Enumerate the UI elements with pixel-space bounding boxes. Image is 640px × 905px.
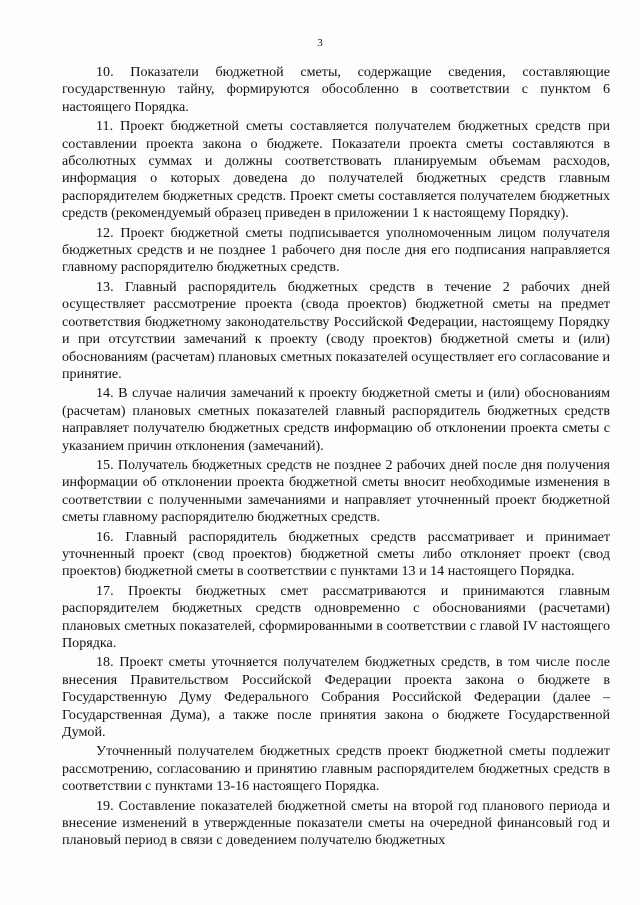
paragraph-14: 14. В случае наличия замечаний к проекту бюджетной сметы и (или) обоснованиям (расчетам) плановых сметных показателей главный распорядитель бюджетных средств направляет получателю бюджетных средств информацию об отклонении проекта сметы с указанием причин отклонения (замечаний). bbox=[62, 385, 610, 454]
paragraph-11: 11. Проект бюджетной сметы составляется получателем бюджетных средств при составлении проекта закона о бюджете. Показатели проекта сметы составляются в абсолютных суммах и должны соответствовать планируемым объемам расходов, информация о которых доведена до получателей бюджетных средств главным распорядителем бюджетных средств. Проект сметы составляется получателем бюджетных средств (рекомендуемый образец приведен в приложении 1 к настоящему Порядку). bbox=[62, 118, 610, 222]
document-body bbox=[62, 64, 610, 852]
paragraph-19: 19. Составление показателей бюджетной сметы на второй год планового периода и внесение изменений в утвержденные показатели сметы на очередной финансовый год и плановый период в связи с доведением получателю бюджетных bbox=[62, 797, 610, 849]
paragraph-13: 13. Главный распорядитель бюджетных средств в течение 2 рабочих дней осуществляет рассмотрение проекта (свода проектов) бюджетной сметы на предмет соответствия бюджетному законодательству Российской Федерации, настоящему Порядку и при отсутствии замечаний к проекту (своду проектов) бюджетной сметы и (или) обоснованиям (расчетам) плановых сметных показателей осуществляет его согласование и принятие. bbox=[62, 278, 610, 382]
page-number: 3 bbox=[317, 37, 323, 49]
paragraph-15: 15. Получатель бюджетных средств не позднее 2 рабочих дней после дня получения информации об отклонении проекта бюджетной сметы вносит необходимые изменения в соответствии с полученными замечаниями и направляет уточненный проект бюджетной сметы главному распорядителю бюджетных средств. bbox=[62, 456, 610, 526]
paragraph-18: 18. Проект сметы уточняется получателем бюджетных средств, в том числе после внесения Правительством Российской Федерации проекта закона о бюджете в Государственную Думу Федерального Собрания Российской Федерации (далее – Государственная Дума), а также после принятия закона о бюджете Государственной Думой. bbox=[62, 654, 610, 741]
paragraph-12: 12. Проект бюджетной сметы подписывается уполномоченным лицом получателя бюджетных средств и не позднее 1 рабочего дня после дня его подписания направляется главному распорядителю бюджетных средств. bbox=[62, 224, 610, 276]
paragraph-16: 16. Главный распорядитель бюджетных средств рассматривает и принимает уточненный проект (свод проектов) бюджетной сметы либо отклоняет проект (свод проектов) бюджетной сметы в соответствии с пунктами 13 и 14 настоящего Порядка. bbox=[62, 528, 610, 580]
paragraph-17: 17. Проекты бюджетных смет рассматриваются и принимаются главным распорядителем бюджетных средств одновременно с обоснованиями (расчетами) плановых сметных показателей, сформированными в соответствии с главой IV настоящего Порядка. bbox=[62, 582, 610, 651]
paragraph-10: 10. Показатели бюджетной сметы, содержащие сведения, составляющие государственную тайну, формируются обособленно в соответствии с пунктом 6 настоящего Порядка. bbox=[62, 64, 610, 115]
paragraph-18-continued: Уточненный получателем бюджетных средств проект бюджетной сметы подлежит рассмотрению, согласованию и принятию главным распорядителем бюджетных средств в соответствии с пунктами 13-16 настоящего Порядка. bbox=[62, 743, 610, 795]
